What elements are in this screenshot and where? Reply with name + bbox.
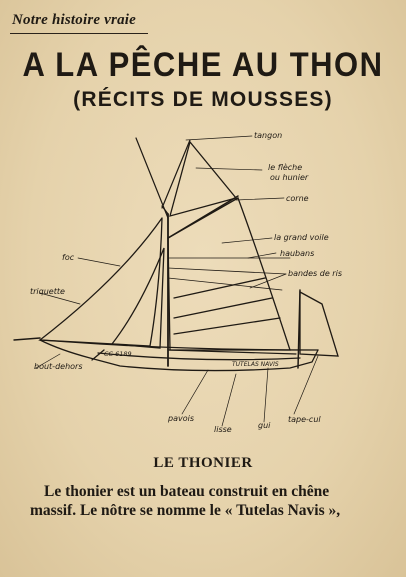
label-grand-voile: la grand voile [274, 233, 329, 242]
label-gui: gui [258, 421, 271, 430]
body-paragraph [30, 482, 358, 520]
label-bandes-de-ris: bandes de ris [288, 269, 342, 278]
mizzen-sail [300, 292, 338, 356]
hull-name: TUTELAS NAVIS [232, 361, 279, 368]
bowsprit [14, 338, 40, 340]
label-triquette: triquette [30, 287, 65, 296]
kicker-underline [10, 33, 148, 34]
label-bout-dehors: bout-dehors [34, 362, 83, 371]
topmast [162, 140, 190, 208]
label-fleche-1: le flèche [268, 163, 303, 172]
label-lisse: lisse [214, 425, 232, 434]
paragraph-line-2: massif. Le nôtre se nomme le « Tutelas Navis », [30, 502, 341, 519]
shrouds [168, 258, 290, 290]
tangon-spar [136, 138, 168, 218]
label-tape-cul: tape-cul [288, 415, 321, 424]
jib-sail [40, 218, 162, 346]
deck-line [40, 340, 318, 350]
label-pavois: pavois [168, 414, 194, 423]
label-foc: foc [62, 253, 75, 262]
hull-number: CC 6189 [104, 350, 132, 358]
page-title: A LA PÊCHE AU THON [22, 44, 384, 85]
section-heading: LE THONIER [153, 455, 253, 471]
label-fleche-2: ou hunier [270, 173, 309, 182]
label-haubans: haubans [280, 249, 315, 258]
paragraph-line-1: Le thonier est un bateau construit en chêne [44, 483, 330, 500]
mainsail [168, 198, 290, 350]
kicker-label: Notre histoire vraie [12, 12, 136, 28]
page-subtitle: (RÉCITS DE MOUSSES) [73, 88, 333, 111]
tuna-boat-diagram [0, 118, 406, 443]
label-corne: corne [286, 194, 309, 203]
label-tangon: tangon [254, 131, 283, 140]
